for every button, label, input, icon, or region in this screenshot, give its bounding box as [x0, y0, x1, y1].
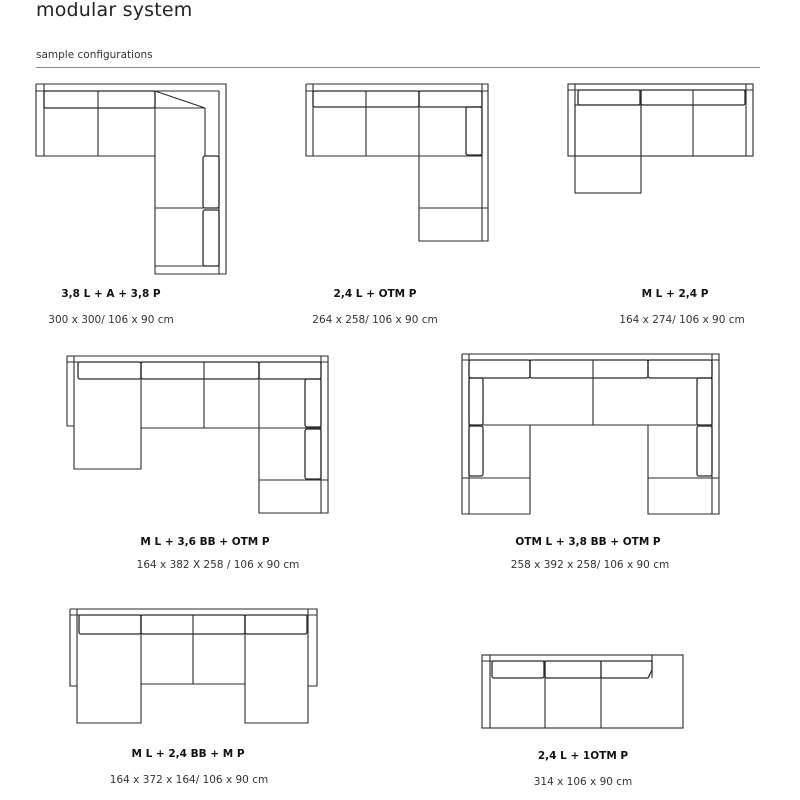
config-name-4: M L + 3,6 BB + OTM P — [140, 536, 270, 548]
sofa-diagram-2 — [306, 84, 488, 241]
config-dims-2: 264 x 258/ 106 x 90 cm — [312, 314, 438, 326]
page-title: modular system — [36, 0, 193, 21]
config-name-1: 3,8 L + A + 3,8 P — [61, 288, 161, 300]
config-dims-5: 258 x 392 x 258/ 106 x 90 cm — [510, 559, 670, 571]
config-name-2: 2,4 L + OTM P — [333, 288, 417, 300]
sofa-diagram-1 — [36, 84, 226, 274]
config-name-7: 2,4 L + 1OTM P — [537, 750, 629, 762]
config-dims-7: 314 x 106 x 90 cm — [533, 776, 633, 788]
sofa-diagram-5 — [462, 354, 719, 514]
config-dims-6: 164 x 372 x 164/ 106 x 90 cm — [109, 774, 269, 786]
sofa-diagram-4 — [67, 356, 328, 513]
config-dims-4: 164 x 382 X 258 / 106 x 90 cm — [136, 559, 300, 571]
config-name-3: M L + 2,4 P — [641, 288, 709, 300]
config-name-6: M L + 2,4 BB + M P — [131, 748, 245, 760]
sofa-diagram-3 — [568, 84, 753, 193]
config-dims-1: 300 x 300/ 106 x 90 cm — [48, 314, 174, 326]
config-name-5: OTM L + 3,8 BB + OTM P — [515, 536, 661, 548]
config-dims-3: 164 x 274/ 106 x 90 cm — [619, 314, 745, 326]
section-subtitle: sample configurations — [36, 49, 153, 61]
sofa-diagram-6 — [70, 609, 317, 723]
sofa-diagram-7 — [482, 655, 683, 728]
